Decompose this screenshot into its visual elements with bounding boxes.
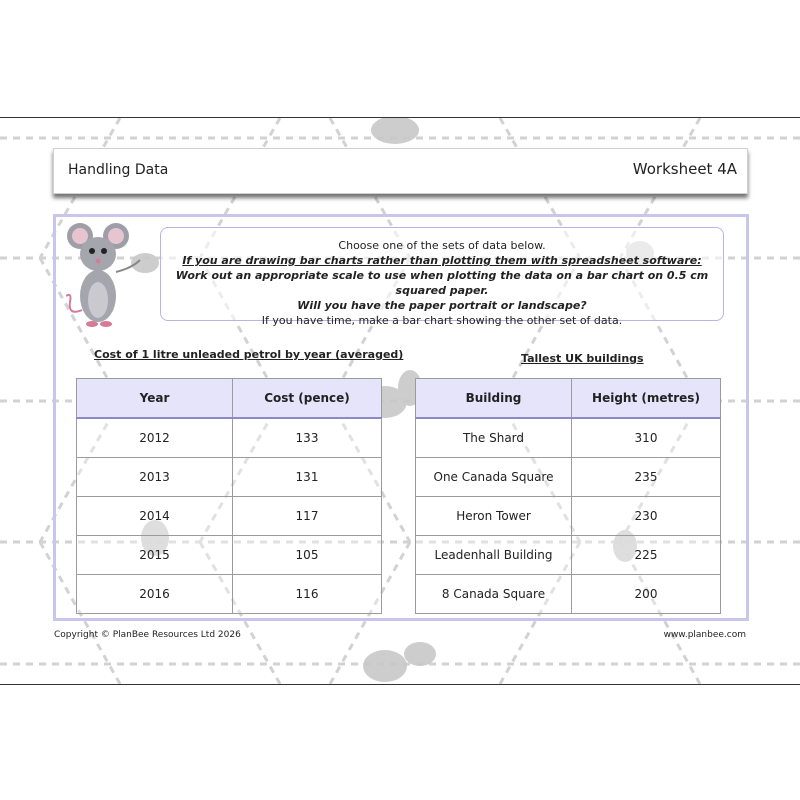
instruction-line-2: If you are drawing bar charts rather than plotting them with spreadsheet software:: [182, 254, 702, 267]
building-cell: Heron Tower: [416, 497, 572, 536]
cost-cell: 117: [233, 497, 382, 536]
table-row: [77, 575, 382, 614]
cost-cell: 116: [233, 575, 382, 614]
cost-cell: 105: [233, 536, 382, 575]
table-row: [77, 418, 382, 458]
building-cell: One Canada Square: [416, 458, 572, 497]
height-cell: 235: [572, 458, 721, 497]
table-row: [416, 575, 721, 614]
year-cell: 2016: [77, 575, 233, 614]
column-header-building: Building: [416, 379, 572, 419]
column-header-height: Height (metres): [572, 379, 721, 419]
year-cell: 2013: [77, 458, 233, 497]
petrol-table: [76, 378, 382, 614]
table-header-row: [77, 379, 382, 419]
instruction-line-5: If you have time, make a bar chart showing the other set of data.: [261, 314, 623, 327]
cost-cell: 131: [233, 458, 382, 497]
header-bar: [53, 148, 748, 194]
column-header-cost: Cost (pence): [233, 379, 382, 419]
copyright-text: Copyright © PlanBee Resources Ltd 2026: [54, 630, 241, 640]
height-cell: 225: [572, 536, 721, 575]
worksheet-topic: Handling Data: [68, 162, 169, 178]
petrol-table-title: Cost of 1 litre unleaded petrol by year (averaged): [94, 348, 404, 361]
table-row: [416, 497, 721, 536]
worksheet-number: Worksheet 4A: [632, 160, 737, 178]
table-header-row: [416, 379, 721, 419]
table-row: [77, 536, 382, 575]
website-link[interactable]: www.planbee.com: [663, 630, 746, 640]
instruction-line-3: Work out an appropriate scale to use when plotting the data on a bar chart on 0.5 cm squared paper.: [175, 269, 709, 297]
buildings-table: [415, 378, 721, 614]
instruction-line-1: Choose one of the sets of data below.: [338, 239, 546, 252]
table-row: [416, 418, 721, 458]
column-header-year: Year: [77, 379, 233, 419]
height-cell: 200: [572, 575, 721, 614]
instruction-line-4: Will you have the paper portrait or landscape?: [297, 299, 587, 312]
year-cell: 2015: [77, 536, 233, 575]
height-cell: 230: [572, 497, 721, 536]
cost-cell: 133: [233, 418, 382, 458]
table-row: [77, 458, 382, 497]
table-row: [77, 497, 382, 536]
mouse-illustration: [66, 220, 146, 330]
building-cell: 8 Canada Square: [416, 575, 572, 614]
instructions-box: [160, 227, 724, 327]
height-cell: 310: [572, 418, 721, 458]
table-row: [416, 536, 721, 575]
year-cell: 2012: [77, 418, 233, 458]
worksheet-page: [0, 117, 800, 685]
buildings-table-title: Tallest UK buildings: [521, 352, 644, 365]
table-row: [416, 458, 721, 497]
year-cell: 2014: [77, 497, 233, 536]
building-cell: The Shard: [416, 418, 572, 458]
building-cell: Leadenhall Building: [416, 536, 572, 575]
